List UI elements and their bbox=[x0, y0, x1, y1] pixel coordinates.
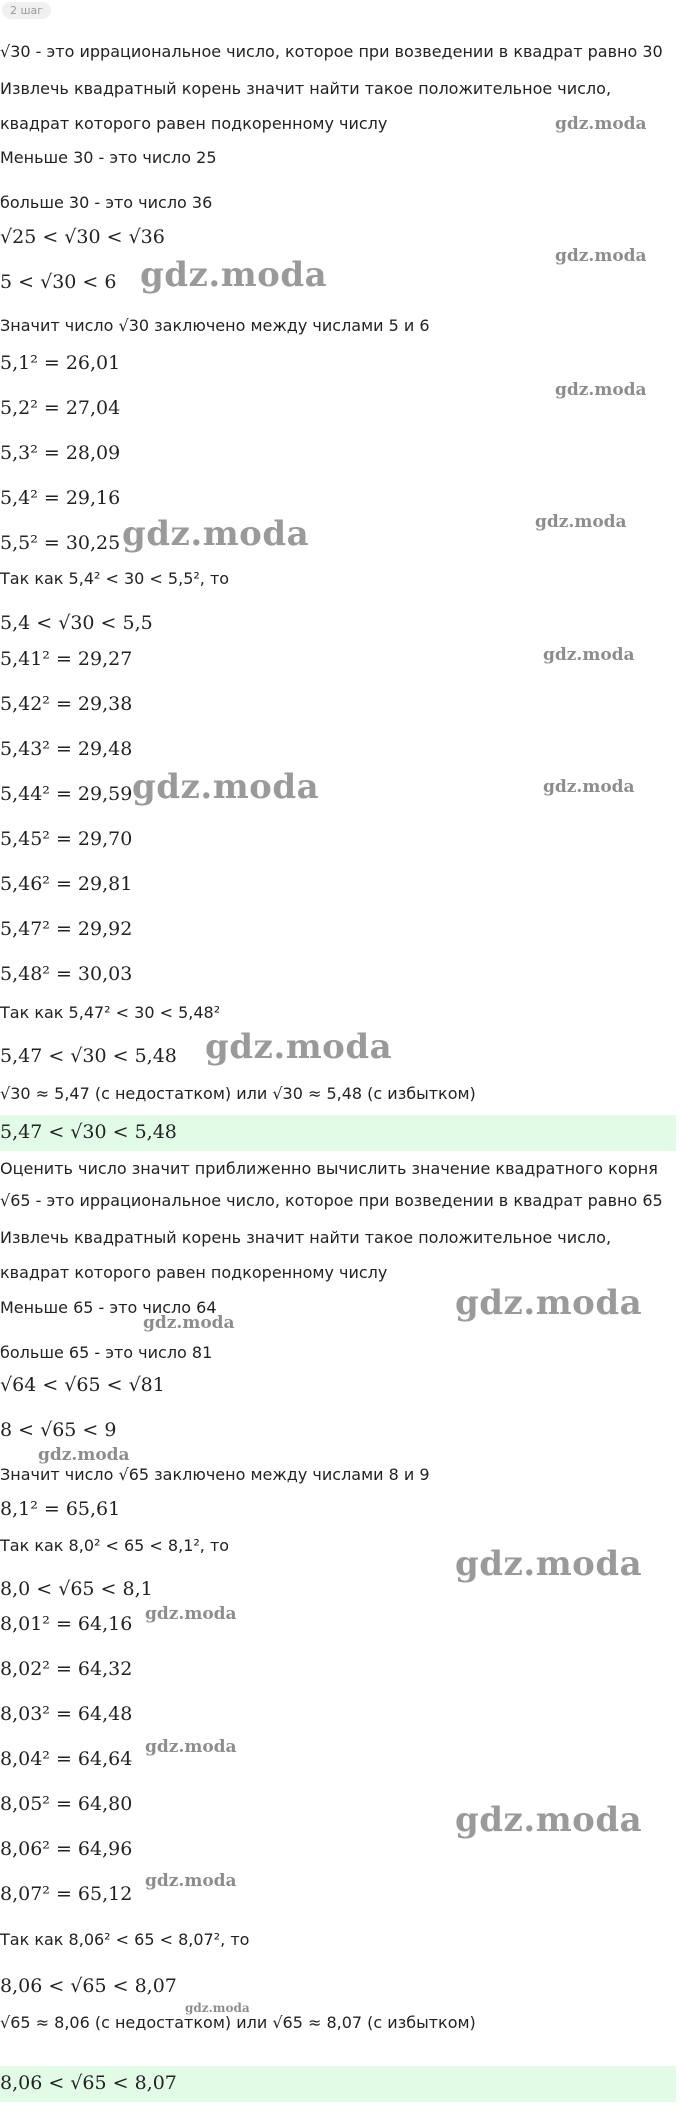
watermark: gdz.moda bbox=[38, 1445, 130, 1465]
math-line: 8,0 < √65 < 8,1 bbox=[0, 1578, 153, 1600]
math-line: 8,03² = 64,48 bbox=[0, 1703, 133, 1725]
math-line: 5,41² = 29,27 bbox=[0, 648, 133, 670]
text-line: √30 - это иррациональное число, которое при возведении в квадрат равно 30 bbox=[0, 42, 663, 61]
math-line: 5,3² = 28,09 bbox=[0, 442, 121, 464]
watermark: gdz.moda bbox=[185, 2001, 250, 2015]
math-line: 8 < √65 < 9 bbox=[0, 1419, 117, 1441]
text-line: Так как 5,4² < 30 < 5,5², то bbox=[0, 569, 230, 588]
math-line: √25 < √30 < √36 bbox=[0, 226, 165, 248]
watermark: gdz.moda bbox=[543, 777, 635, 797]
watermark: gdz.moda bbox=[145, 1604, 237, 1624]
watermark: gdz.moda bbox=[455, 1800, 643, 1840]
math-line: 8,06² = 64,96 bbox=[0, 1838, 133, 1860]
step-badge: 2 шаг bbox=[2, 2, 51, 19]
watermark: gdz.moda bbox=[122, 514, 310, 554]
watermark: gdz.moda bbox=[145, 1737, 237, 1757]
math-line: 5,47² = 29,92 bbox=[0, 918, 133, 940]
math-line: 5,4² = 29,16 bbox=[0, 487, 121, 509]
text-line: Так как 8,06² < 65 < 8,07², то bbox=[0, 1930, 250, 1949]
math-line: 8,01² = 64,16 bbox=[0, 1613, 133, 1635]
math-line: 5,4 < √30 < 5,5 bbox=[0, 612, 153, 634]
math-line: 5,48² = 30,03 bbox=[0, 963, 133, 985]
text-line: Извлечь квадратный корень значит найти такое положительное число, bbox=[0, 1228, 612, 1247]
watermark: gdz.moda bbox=[143, 1313, 235, 1333]
math-line: 5,1² = 26,01 bbox=[0, 352, 121, 374]
watermark: gdz.moda bbox=[455, 1544, 643, 1584]
math-line: 8,07² = 65,12 bbox=[0, 1883, 133, 1905]
watermark: gdz.moda bbox=[555, 114, 647, 134]
watermark: gdz.moda bbox=[543, 645, 635, 665]
math-line: 5,44² = 29,59 bbox=[0, 783, 133, 805]
text-line: больше 65 - это число 81 bbox=[0, 1343, 213, 1362]
math-line: √64 < √65 < √81 bbox=[0, 1374, 165, 1396]
math-line: 8,06 < √65 < 8,07 bbox=[0, 1975, 177, 1997]
watermark: gdz.moda bbox=[132, 767, 320, 807]
math-line: 5,46² = 29,81 bbox=[0, 873, 133, 895]
watermark: gdz.moda bbox=[205, 1027, 393, 1067]
math-line: 5,5² = 30,25 bbox=[0, 532, 121, 554]
text-line: Меньше 65 - это число 64 bbox=[0, 1298, 217, 1317]
text-line: √30 ≈ 5,47 (с недостатком) или √30 ≈ 5,48 (с избытком) bbox=[0, 1084, 476, 1103]
text-line: Меньше 30 - это число 25 bbox=[0, 148, 217, 167]
watermark: gdz.moda bbox=[555, 380, 647, 400]
answer-line: 8,06 < √65 < 8,07 bbox=[0, 2072, 177, 2094]
text-line: Значит число √30 заключено между числами 5 и 6 bbox=[0, 316, 430, 335]
watermark: gdz.moda bbox=[140, 255, 328, 295]
watermark: gdz.moda bbox=[455, 1283, 643, 1323]
math-line: 8,04² = 64,64 bbox=[0, 1748, 133, 1770]
math-line: 5,2² = 27,04 bbox=[0, 397, 121, 419]
watermark: gdz.moda bbox=[535, 512, 627, 532]
math-line: 8,02² = 64,32 bbox=[0, 1658, 133, 1680]
math-line: 8,05² = 64,80 bbox=[0, 1793, 133, 1815]
text-line: Оценить число значит приближенно вычислить значение квадратного корня bbox=[0, 1159, 658, 1178]
text-line: Значит число √65 заключено между числами 8 и 9 bbox=[0, 1465, 430, 1484]
text-line: Извлечь квадратный корень значит найти такое положительное число, bbox=[0, 79, 612, 98]
math-line: 5,43² = 29,48 bbox=[0, 738, 133, 760]
text-line: квадрат которого равен подкоренному числу bbox=[0, 114, 388, 133]
watermark: gdz.moda bbox=[555, 246, 647, 266]
math-line: 5,42² = 29,38 bbox=[0, 693, 133, 715]
math-line: 5,45² = 29,70 bbox=[0, 828, 133, 850]
text-line: √65 ≈ 8,06 (с недостатком) или √65 ≈ 8,07 (с избытком) bbox=[0, 2013, 476, 2032]
watermark: gdz.moda bbox=[145, 1871, 237, 1891]
text-line: Так как 5,47² < 30 < 5,48² bbox=[0, 1003, 221, 1022]
text-line: Так как 8,0² < 65 < 8,1², то bbox=[0, 1536, 230, 1555]
text-line: √65 - это иррациональное число, которое при возведении в квадрат равно 65 bbox=[0, 1191, 663, 1210]
answer-line: 5,47 < √30 < 5,48 bbox=[0, 1121, 177, 1143]
math-line: 8,1² = 65,61 bbox=[0, 1498, 121, 1520]
math-line: 5 < √30 < 6 bbox=[0, 271, 117, 293]
text-line: квадрат которого равен подкоренному числу bbox=[0, 1263, 388, 1282]
math-line: 5,47 < √30 < 5,48 bbox=[0, 1045, 177, 1067]
text-line: больше 30 - это число 36 bbox=[0, 193, 213, 212]
